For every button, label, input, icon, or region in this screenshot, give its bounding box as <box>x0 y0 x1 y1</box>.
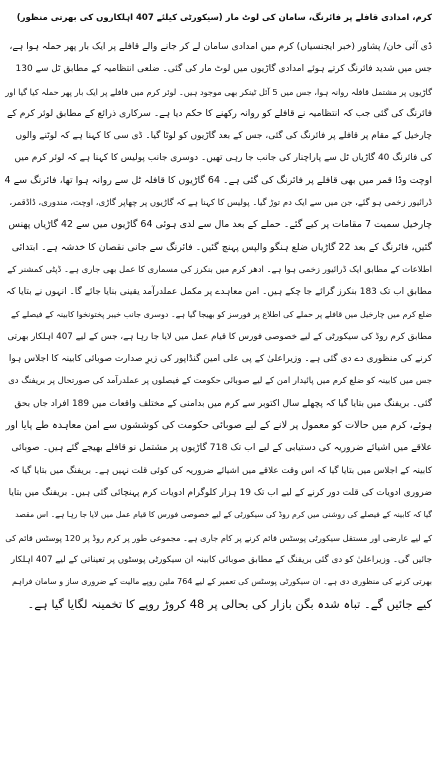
article-line: ضلع کرم میں چارخیل میں قافلے پر حملے کی اطلاع پر فورسز کو بھیجا گیا ہے۔ دوسری جانب خیبر پختونخوا کابینہ کے فیصلے کے <box>11 309 432 319</box>
article-line: ڈی آئی خان/ پشاور (خبر ایجنسیاں) کرم میں امدادی سامان لے کر جانے والے قافلے پر ایک بار پھر حملہ ہوا ہے، <box>9 41 432 52</box>
article-line: اطلاعات کے مطابق ایک ڈرائیور زخمی ہوا ہے۔ ادھر کرم میں بنکرز کی مسماری کا عمل بھی جاری ہے۔ ڈپٹی کمشنر کے <box>7 264 432 275</box>
article-line: ہوئے، کرم میں حالات کو معمول پر لانے کے لیے صوبائی حکومت کی کوششوں سے امن معاہدہ طے پایا اور <box>5 420 432 432</box>
article-line: بھرتی کرنے کی منظوری دی ہے۔ ان سیکورٹی پوسٹس کی تعمیر کے لیے 764 ملین روپے مالیت کے ضروری ساز و سامان فراہم <box>11 577 432 587</box>
article-line: جس میں کابینہ کو ضلع کرم میں پائیدار امن کے لیے صوبائی حکومت کے فیصلوں پر عملدرآمد کی صورتحال پر بریفنگ دی <box>8 376 432 387</box>
article-line: کی فائرنگ 40 گاڑیاں ٹل سے پاراچنار کی جانب جا رہی تھیں۔ دوسری جانب پولیس کا کہنا ہے کہ لوئر کرم میں <box>14 153 432 164</box>
article-line: فائرنگ کی گئی جب کہ انتظامیہ نے قافلے کو روانہ رکھنے کا حکم دیا ہے۔ سرکاری ذرائع کے مطابق لوئر کرم کے <box>6 107 432 119</box>
article-line: چارخیل سمیت 7 مقامات پر کیے گئے۔ حملے کے بعد مال سے لدی ہوئی 64 گاڑیوں میں سے 42 گاڑیاں پھنس <box>8 219 432 231</box>
article-line: کابینہ کے اجلاس میں بتایا گیا کہ اس وقت علاقے میں اشیائے ضروریہ کی کوئی قلت نہیں ہے۔ بریفنگ میں بتایا گیا کہ <box>9 465 432 476</box>
article-line: کرنے کی منظوری دے دی گئی ہے۔ وزیراعلیٰ کے پی علی امین گنڈاپور کی زیرِ صدارت صوبائی کابینہ کا اجلاس ہوا <box>8 354 432 365</box>
article-line: جائیں گی۔ وزیراعلیٰ کو دی گئی بریفنگ کے مطابق صوبائی کابینہ ان سیکورٹی پوسٹوں پر تعیناتی کے لیے 407 اہلکار <box>10 554 432 565</box>
article-line: علاقے میں اشیائے ضروریہ کی دستیابی کے لیے اب تک 718 گاڑیوں پر مشتمل نو قافلے بھیجے گئے ہیں۔ صوبائی <box>11 442 432 454</box>
article-line: گیا کہ کابینہ کے فیصلے کی روشنی میں کرم روڈ کی سیکورٹی کے لیے خصوصی فورس کا قیام عمل میں لایا جا رہا ہے۔ اس مقصد <box>15 510 432 520</box>
article-line: اوچت وڈا قمر میں بھی قافلے پر فائرنگ کی گئی ہے۔ 64 گاڑیوں کا قافلہ ٹل سے روانہ ہوا تھا، فائرنگ سے 4 <box>4 174 432 186</box>
article-line: ضروری ادویات کی قلت دور کرنے کے لیے اب تک 19 ہزار کلوگرام ادویات کرم پہنچائی گئی ہیں۔ بریفنگ میں بتایا <box>8 487 432 498</box>
article-line: چارخیل کے مقام پر قافلے پر فائرنگ کی گئی، جس کے بعد گاڑیوں کو لوٹا گیا۔ ڈی سی کا کہنا ہے کہ لوٹنے والوں <box>15 131 432 142</box>
article-line: جس میں شدید فائرنگ کرتے ہوئے امدادی گاڑیوں میں لوٹ مار کی گئی۔ ضلعی انتظامیہ کے مطابق ٹل سے 130 <box>15 64 432 75</box>
article-line: ڈرائیور زخمی ہو گئے، جن میں سے ایک دم توڑ گیا۔ پولیس کا کہنا ہے کہ گاڑیوں پر چھاپر گاڑی، اوچت، مندوری، ڈاڈقمر، <box>9 198 432 209</box>
article-line: مطابق کرم روڈ کی سیکورٹی کے لیے خصوصی فورس کا قیام عمل میں لایا جا رہا ہے، جس کے لیے 407 اہلکار بھرتی <box>7 331 432 342</box>
article-line: کیے جائیں گے۔ تباہ شدہ بگن بازار کی بحالی پر 48 کروڑ روپے کا تخمینہ لگایا گیا ہے۔ <box>27 597 432 612</box>
article-line: کے لیے عارضی اور مستقل سیکورٹی پوسٹس قائم کرنے پر کام جاری ہے۔ مجموعی طور پر کرم روڈ پر 120 پوسٹس قائم کی <box>5 532 432 543</box>
article-body <box>6 36 432 616</box>
article-line: گاڑیوں پر مشتمل قافلہ روانہ ہوا، جس میں 5 آئل ٹینکر بھی موجود ہیں۔ لوئر کرم میں قافلے پر ایک بار پھر حملہ کیا گیا اور <box>5 86 432 97</box>
article-line: مطابق اب تک 183 بنکرز گرائے جا چکے ہیں۔ امن معاہدے پر مکمل عملدرآمد یقینی بنایا جائے گا۔ انہوں نے بتایا کہ <box>6 287 432 298</box>
article-line: گئیں، فائرنگ کے بعد 22 گاڑیاں ضلع ہنگو والپس پہنچ گئیں۔ فائرنگ سے جانی نقصان کا خدشہ ہے۔ ابتدائی <box>11 241 432 253</box>
article-line: گئی۔ بریفنگ میں بتایا گیا کہ پچھلے سال اکتوبر سے کرم میں بدامنی کے مختلف واقعات میں 189 افراد جاں بحق <box>14 398 432 409</box>
article-headline: کرم، امدادی قافلے پر فائرنگ، سامان کی لوٹ مار (سیکورٹی کیلئے 407 اہلکاروں کی بھرتی منظور) <box>16 13 432 23</box>
